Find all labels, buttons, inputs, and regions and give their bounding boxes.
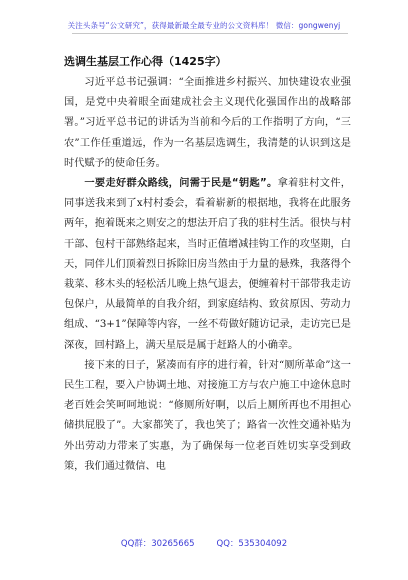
header-divider xyxy=(72,33,348,34)
paragraph-2 xyxy=(64,174,351,356)
footer-qq-group: QQ群：30265665 xyxy=(120,539,195,549)
document-title: 选调生基层工作心得（1425字） xyxy=(64,55,227,68)
footer-qq: QQ：535304092 xyxy=(216,539,288,549)
header-note: 关注头条号“公文研究”，获得最新最全最专业的公文资料库！ 微信：gongwenyj xyxy=(67,21,341,30)
paragraph-1 xyxy=(64,73,351,174)
footer-note xyxy=(0,537,408,549)
document-body xyxy=(64,73,351,477)
paragraph-text: 拿着驻村文件，同事送我来到了x村村委会，看着崭新的根据地，我将在此服务两年，抱着既来之则安之的想法开启了我的驻村生活。很快与村干部、包村干部熟络起来，当时正值增减挂钩工作的攻坚期，白天，同伴儿们顶着烈日拆除旧房当然由于力量的悬殊，我落得个栽菜、移木头的轻松活儿晚上热气退去，便缠着村干部带我走访包保户，从最简单的自我介绍，到家庭结构、致贫原因、劳动力组成、“3+1”保障等内容，一丝不苟做好随访记录，走访完已是深夜，回村路上，满天星辰是属于赶路人的小确幸。 xyxy=(64,178,351,351)
paragraph-3 xyxy=(64,356,351,477)
paragraph-text: 接下来的日子，紧凑而有序的进行着，针对“厕所革命”这一民生工程，要入户协调土地、对接施工方与农户施工中途休息时老百姓会笑呵呵地说：“修厕所好啊，以后上厕所再也不用担心储拱屁股了”。大家都笑了，我也笑了；路省一次性交通补贴为外出劳动力带来了实惠，为了确保每一位老百姓切实享受到政策，我们通过微信、电 xyxy=(64,359,351,472)
paragraph-text: 习近平总书记强调：“全面推进乡村振兴、加快建设农业强国，是党中央着眼全面建成社会主义现代化强国作出的战略部署。”习近平总书记的讲话为当前和今后的工作指明了方向，“三农”工作任重道远，作为一名基层选调生，我清楚的认识到这是时代赋予的使命任务。 xyxy=(64,77,351,169)
paragraph-lead: 一要走好群众路线，问需于民是“钥匙”。 xyxy=(84,178,278,190)
